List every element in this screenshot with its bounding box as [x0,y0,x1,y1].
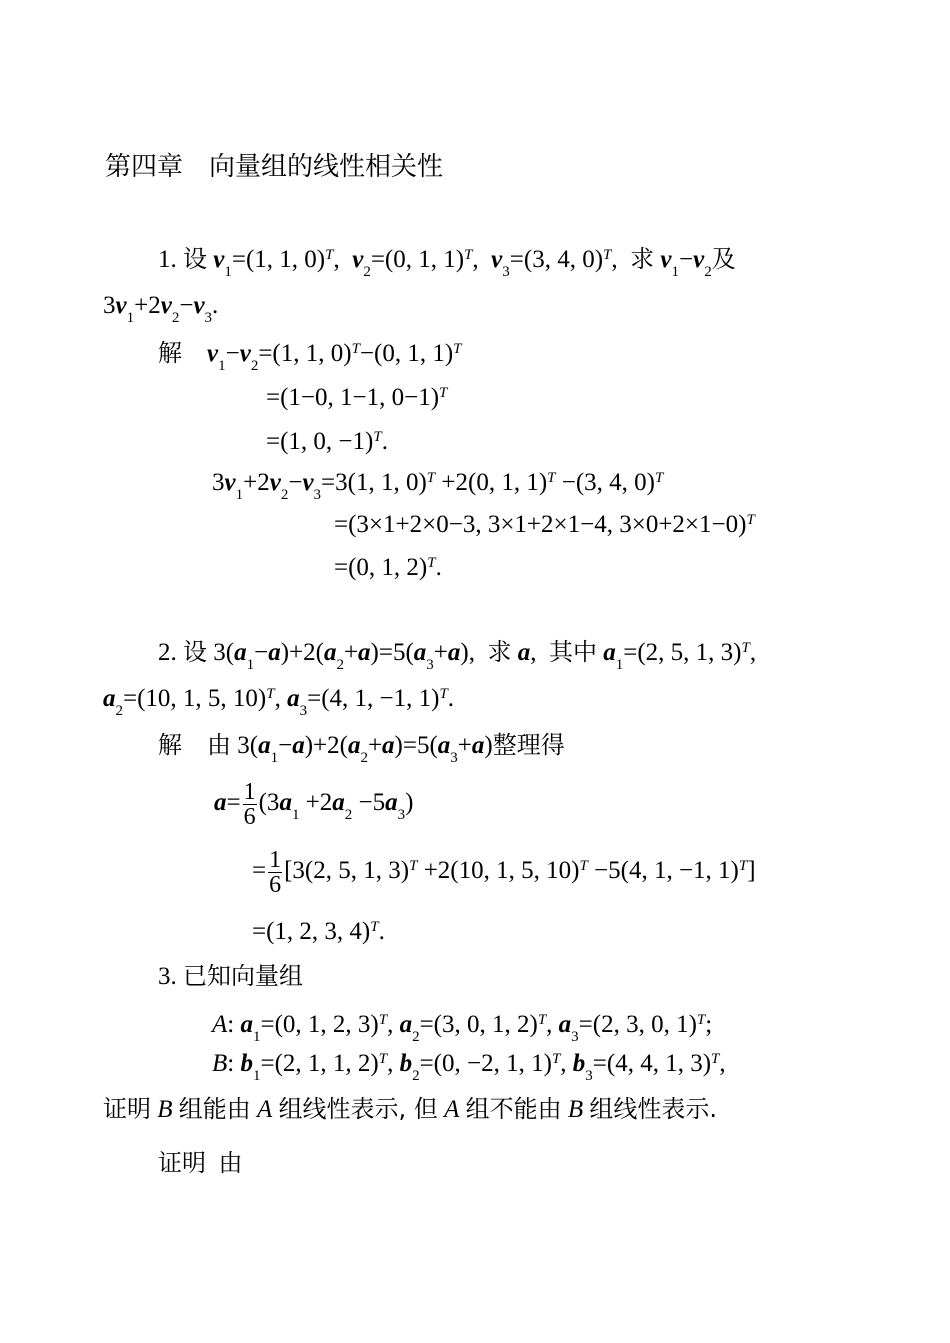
proof-3-start: 证明 由 [158,1149,243,1177]
fraction-one-sixth: $\frac{1}{6}$ [269,846,282,898]
problem-2-statement-cont: $a_2=(10$, 1, 5, 10)$^T$, $a_3=(4$, 1, −1, 1)$^T$. [103,685,455,719]
solution-2-line-3: =(1, 2, 3, 4)$^T$. [252,918,385,945]
chapter-title: 第四章 向量组的线性相关性 [105,152,444,182]
solution-2-line-1: 解 由 $3(a_1-a)+2(a_2+a)=5(a_3+a)$整理得 [158,731,565,766]
solution-1-line-4: $3v_1+2v_2-v_3=3(1$, 1, 0)$^T$ +2(0, 1, 1)$^T$ −(3, 4, 0)$^T$ [212,469,664,503]
solution-1-line-5: =(3×1+2×0−3, 3×1+2×1−4, 3×0+2×1−0)$^T$ [334,511,755,538]
problem-1-statement-cont: $3v_1+2v_2-v_3$. [103,292,219,326]
problem-3-set-b: B: $b_1=(2$, 1, 1, 2)$^T$, $b_2=(0$, −2, 1, 1)$^T$, $b_3=(4$, 4, 1, 3)$^T$, [212,1050,726,1084]
problem-3-statement: 3. 已知向量组 [158,962,303,990]
solution-2-formula-1: a= $\frac{1}{6}$ $(3a_1 +2a_2 -5a_3)$ [214,778,414,830]
solution-1-line-3: =(1, 0, −1)$^T$. [266,428,388,455]
solution-2-formula-2: = $\frac{1}{6}$ [3(2, 5, 1, 3)$^T$ +2(10, 1, 5, 10)$^T$ −5(4, 1, −1, 1)$^T$] [252,846,756,898]
solution-1-line-2: =(1−0, 1−1, 0−1)$^T$ [266,384,448,411]
fraction-one-sixth: $\frac{1}{6}$ [243,778,256,830]
solution-1-line-6: =(0, 1, 2)$^T$. [334,554,442,581]
problem-3-set-a: A: $a_1=(0$, 1, 2, 3)$^T$, $a_2=(3$, 0, 1, 2)$^T$, $a_3=(2$, 3, 0, 1)$^T$; [212,1011,713,1045]
problem-2-statement: 2. 设 $3(a_1-a)+2(a_2+a)=5(a_3+a)$, 求 a, 其中 $a_1=(2$, 5, 1, 3)$^T$, [158,638,757,673]
problem-3-claim: 证明 B 组能由 A 组线性表示, 但 A 组不能由 B 组线性表示. [103,1095,718,1123]
solution-1-line-1: 解 $v_1-v_2=(1$, 1, 0)$^T$−(0, 1, 1)$^T$ [158,339,462,374]
problem-1-statement: 1. 设 $v_1=(1$, 1, 0)$^T$, $v_2=(0$, 1, 1)$^T$, $v_3=(3$, 4, 0)$^T$, 求 $v_1-v_2$及 [158,245,736,280]
